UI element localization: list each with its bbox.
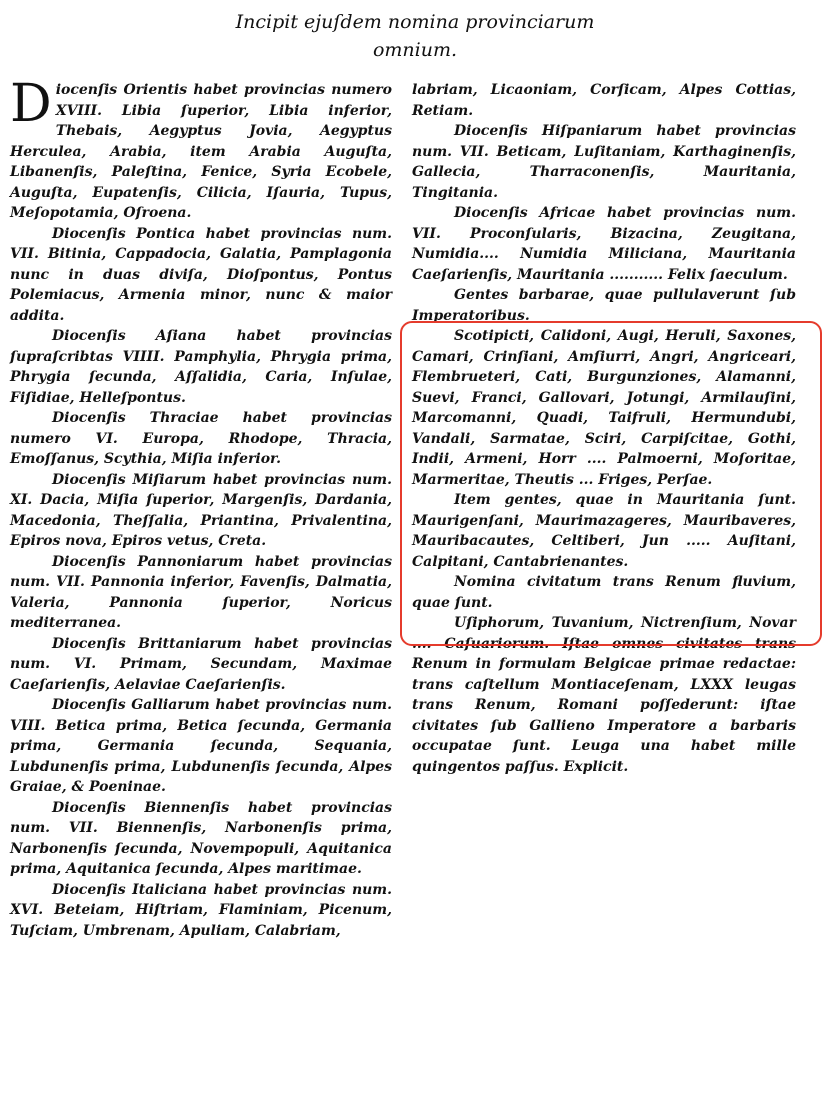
left-column xyxy=(10,74,392,941)
paragraph-asiana: Diocenſis Aſiana habet provincias ſupraſcribtas VIIII. Pamphylia, Phrygia prima, Phrygia ſecunda, Aſſalidia, Caria, Inſulae, Fiſidiae, Helleſpontus. xyxy=(10,328,392,406)
drop-cap: D xyxy=(10,74,52,134)
right-column xyxy=(412,80,796,777)
paragraph-continuation: labriam, Licaoniam, Corſicam, Alpes Cottias, Retiam. xyxy=(412,82,796,119)
paragraph-oriens xyxy=(10,74,392,224)
paragraph-gentes-list: Scotipicti, Calidoni, Augi, Heruli, Saxones, Camari, Crinſiani, Amſiurri, Angri, Angriceari, Flembrueteri, Cati, Burgunziones, Alamanni, Suevi, Franci, Gallovari, Jotungi, Armilauſini, Marcomanni, Quadi, Taifruli, Hermundubi, Vandali, Sarmatae, Sciri, Carpiſcitae, Gothi, Indii, Armeni, Horr .... Palmoerni, Moſoritae, Marmeritae, Theutis ... Friges, Perſae. xyxy=(412,328,796,488)
paragraph-galliarum: Diocenſis Galliarum habet provincias num. VIII. Betica prima, Betica ſecunda, Germania prima, Germania ſecunda, Sequania, Lubdunenſis prima, Lubdunenſis ſecunda, Alpes Graiae, & Poeninae. xyxy=(10,697,392,795)
paragraph-hispaniarum: Diocenſis Hiſpaniarum habet provincias num. VII. Beticam, Luſitaniam, Karthaginenſis, Gallecia, Tharraconenſis, Mauritania, Tingitania. xyxy=(412,123,796,201)
page-title xyxy=(200,8,630,64)
title-line-2: omnium. xyxy=(372,39,458,61)
paragraph-usipi: Uſiphorum, Tuvanium, Nictrenſium, Novar .... Caſuariorum. Iſtae omnes civitates trans Renum in formulam Belgicae primae redactae: trans caſtellum Montiaceſenam, LXXX leugas trans Renum, Romani poſſederunt: iſtae civitates ſub Gallieno Imperatore a barbaris occupatae ſunt. Leuga una habet mille quingentos paſſus. Explicit. xyxy=(412,615,796,775)
paragraph-nomina-civitatum: Nomina civitatum trans Renum fluvium, quae ſunt. xyxy=(412,574,796,611)
paragraph-africae: Diocenſis Africae habet provincias num. VII. Proconſularis, Bizacina, Zeugitana, Numidia.... Numidia Miliciana, Mauritania Caeſarienſis, Mauritania ........... Felix ſaeculum. xyxy=(412,205,796,283)
title-line-1: Incipit ejuſdem nomina provinciarum xyxy=(235,11,595,33)
paragraph-biennensis: Diocenſis Biennenſis habet provincias num. VII. Biennenſis, Narbonenſis prima, Narbonenſis ſecunda, Novempopuli, Aquitanica prima, Aquitanica ſecunda, Alpes maritimae. xyxy=(10,799,392,877)
paragraph-oriens-text: iocenſis Orientis habet provincias numero XVIII. Libia ſuperior, Libia inferior, Thebais, Aegyptus Jovia, Aegyptus Herculea, Arabia, item Arabia Auguſta, Libanenſis, Paleſtina, Fenice, Syria Ecobele, Auguſta, Eupatenſis, Cilicia, Iſauria, Tupus, Meſopotamia, Oſroena. xyxy=(10,82,392,221)
paragraph-pannoniarum: Diocenſis Pannoniarum habet provincias num. VII. Pannonia inferior, Favenſis, Dalmatia, Valeria, Pannonia ſuperior, Noricus mediterranea. xyxy=(10,553,392,631)
paragraph-gentes-heading: Gentes barbarae, quae pullulaverunt ſub Imperatoribus. xyxy=(412,287,796,324)
paragraph-mauritania-gentes: Item gentes, quae in Mauritania ſunt. Maurigenſani, Maurimazageres, Mauribaveres, Mauribacautes, Celtiberi, Jun ..... Auſitani, Calpitani, Cantabrienantes. xyxy=(412,492,796,570)
paragraph-pontica: Diocenſis Pontica habet provincias num. VII. Bitinia, Cappadocia, Galatia, Pamplagonia nunc in duas diviſa, Dioſpontus, Pontus Polemiacus, Armenia minor, nunc & maior addita. xyxy=(10,225,392,324)
paragraph-thraciae: Diocenſis Thraciae habet provincias numero VI. Europa, Rhodope, Thracia, Emoſſanus, Scythia, Miſia inferior. xyxy=(10,410,392,467)
paragraph-italiciana: Diocenſis Italiciana habet provincias num. XVI. Beteiam, Hiſtriam, Flaminiam, Picenum, Tuſciam, Umbrenam, Apuliam, Calabriam, xyxy=(10,881,392,939)
paragraph-brittaniarum: Diocenſis Brittaniarum habet provincias num. VI. Primam, Secundam, Maximae Caeſarienſis, Aelaviae Caeſarienſis. xyxy=(10,635,392,693)
paragraph-misiarum: Diocenſis Miſiarum habet provincias num. XI. Dacia, Miſia ſuperior, Margenſis, Dardania, Macedonia, Theſſalia, Priantina, Privalentina, Epiros nova, Epiros vetus, Creta. xyxy=(10,471,392,549)
